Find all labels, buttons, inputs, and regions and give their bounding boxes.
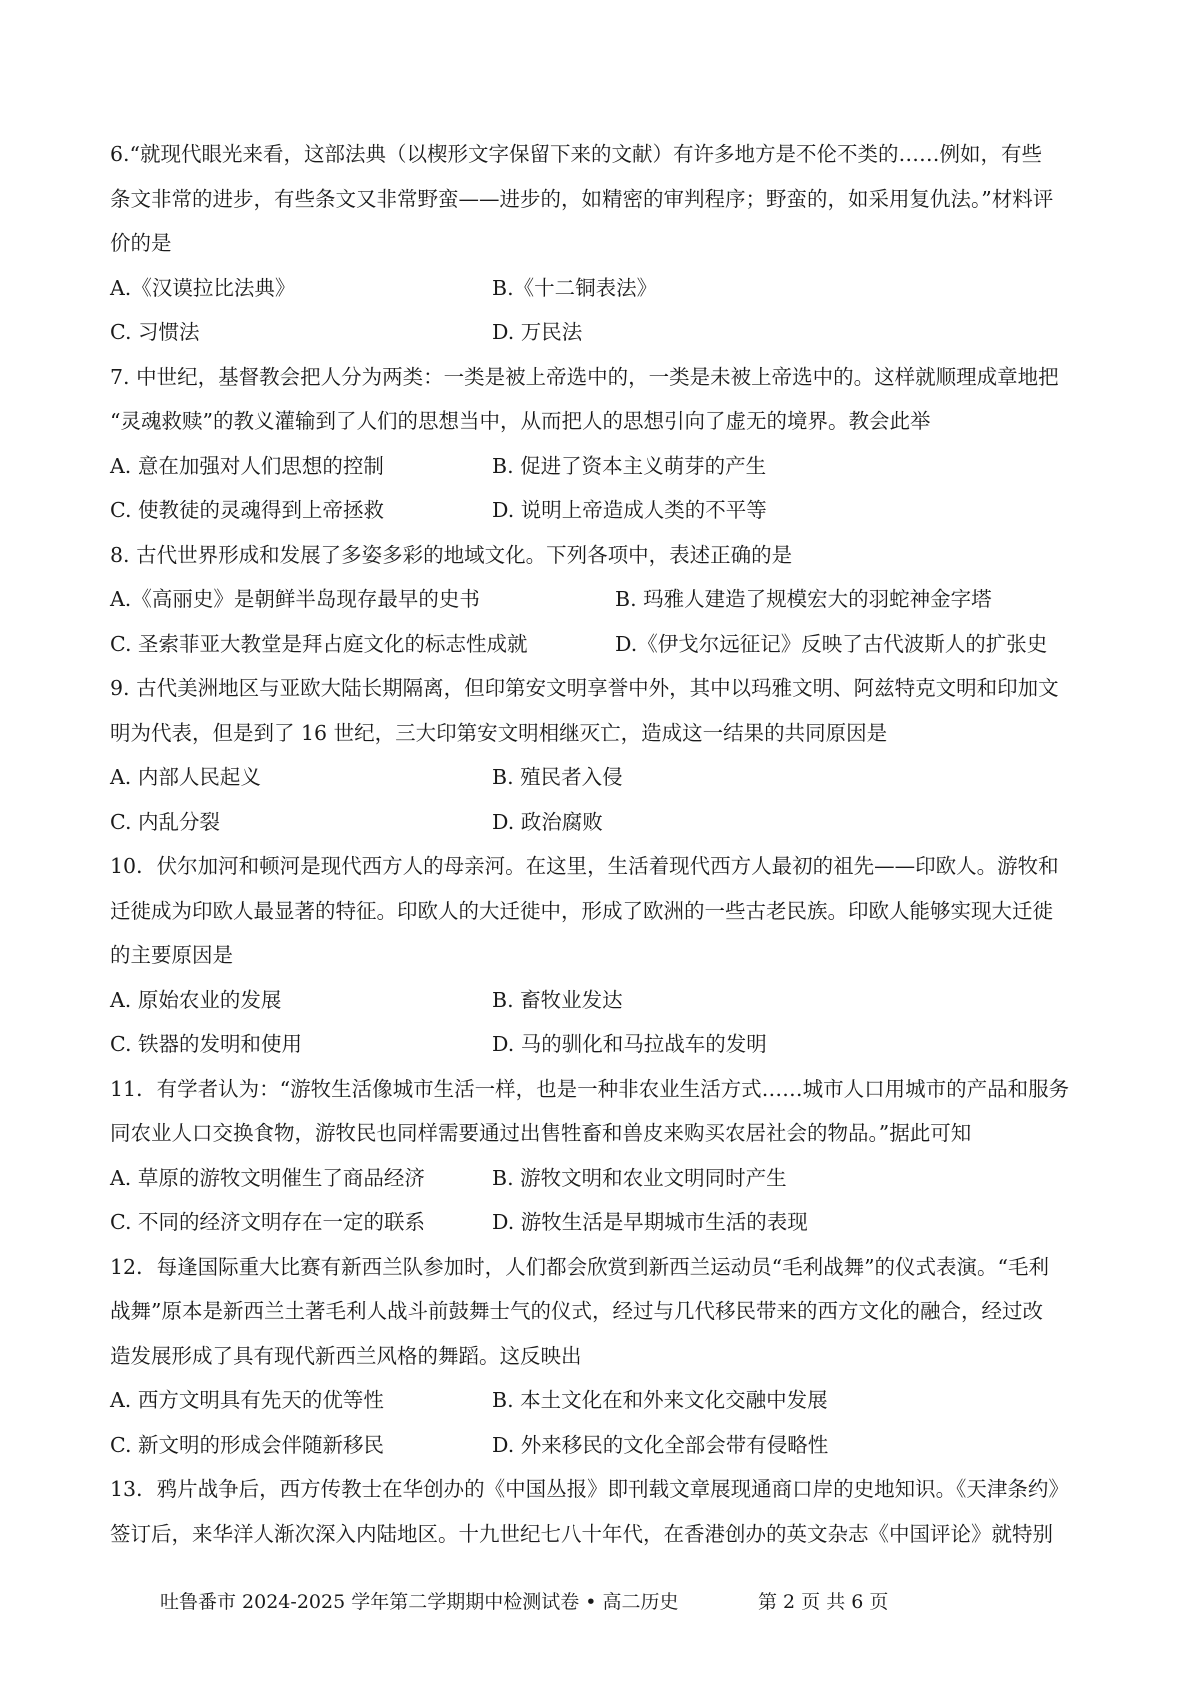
option-c: C. 圣索菲亚大教堂是拜占庭文化的标志性成就 (110, 631, 528, 656)
option-a: A. 意在加强对人们思想的控制 (110, 453, 384, 478)
option-row (110, 1156, 1100, 1201)
option-row (110, 488, 1100, 533)
question-stem-line: 12．每逢国际重大比赛有新西兰队参加时，人们都会欣赏到新西兰运动员“毛利战舞”的仪式表演。“毛利 (110, 1254, 1050, 1279)
page-footer (0, 1587, 1200, 1617)
option-row (110, 266, 1100, 311)
option-d: D. 外来移民的文化全部会带有侵略性 (492, 1432, 829, 1457)
option-a: A. 内部人民起义 (110, 765, 261, 789)
question-7 (110, 355, 1100, 533)
option-b: B. 促进了资本主义萌芽的产生 (492, 453, 767, 478)
question-9 (110, 666, 1100, 844)
option-row (110, 310, 1100, 355)
question-13 (110, 1467, 1100, 1556)
option-b: B. 本土文化在和外来文化交融中发展 (492, 1388, 828, 1412)
option-row (110, 1022, 1100, 1067)
option-a: A.《高丽史》是朝鲜半岛现存最早的史书 (110, 587, 480, 611)
question-list (110, 132, 1100, 1556)
option-c: C. 习惯法 (110, 320, 200, 344)
question-stem-line: 价的是 (110, 231, 172, 255)
option-b: B. 游牧文明和农业文明同时产生 (492, 1165, 787, 1190)
option-c: C. 新文明的形成会伴随新移民 (110, 1432, 384, 1457)
option-a: A. 西方文明具有先天的优等性 (110, 1388, 384, 1412)
option-d: D. 马的驯化和马拉战车的发明 (492, 1032, 767, 1056)
option-row (110, 1378, 1100, 1423)
option-row (110, 444, 1100, 489)
option-row (110, 577, 1100, 622)
question-stem-line: 10．伏尔加河和顿河是现代西方人的母亲河。在这里，生活着现代西方人最初的祖先——印欧人。游牧和 (110, 854, 1059, 878)
question-stem-line: 13．鸦片战争后，西方传教士在华创办的《中国丛报》即刊载文章展现通商口岸的史地知识。《天津条约》 (110, 1477, 1069, 1501)
option-b: B. 畜牧业发达 (492, 987, 623, 1012)
exam-title: 吐鲁番市 2024-2025 学年第二学期期中检测试卷 • 高二历史 (160, 1591, 679, 1613)
option-d: D. 万民法 (492, 320, 583, 344)
option-d: D. 政治腐败 (492, 809, 603, 834)
option-c: C. 内乱分裂 (110, 809, 220, 834)
option-c: C. 不同的经济文明存在一定的联系 (110, 1210, 425, 1234)
option-d: D. 说明上帝造成人类的不平等 (492, 498, 767, 522)
question-stem-line: 同农业人口交换食物，游牧民也同样需要通过出售牲畜和兽皮来购买农居社会的物品。”据此可知 (110, 1121, 972, 1145)
question-stem-line: 明为代表，但是到了 16 世纪，三大印第安文明相继灭亡，造成这一结果的共同原因是 (110, 720, 888, 745)
option-a: A.《汉谟拉比法典》 (110, 275, 296, 300)
question-8 (110, 533, 1100, 667)
option-row (110, 1423, 1100, 1468)
page-number: 第 2 页 共 6 页 (758, 1591, 889, 1613)
question-stem-line: 签订后，来华洋人渐次深入内陆地区。十九世纪七八十年代，在香港创办的英文杂志《中国评论》就特别 (110, 1521, 1053, 1546)
option-a: A. 草原的游牧文明催生了商品经济 (110, 1165, 425, 1190)
question-stem-line: 11．有学者认为：“游牧生活像城市生活一样，也是一种非农业生活方式……城市人口用城市的产品和服务 (110, 1076, 1070, 1101)
option-b: B.《十二铜表法》 (492, 275, 658, 300)
question-stem-line: 条文非常的进步，有些条文又非常野蛮——进步的，如精密的审判程序；野蛮的，如采用复仇法。”材料评 (110, 186, 1054, 211)
question-11 (110, 1067, 1100, 1245)
option-row (110, 1200, 1100, 1245)
question-stem-line: 的主要原因是 (110, 943, 233, 967)
option-row (110, 755, 1100, 800)
question-stem-line: 9. 古代美洲地区与亚欧大陆长期隔离，但印第安文明享誉中外，其中以玛雅文明、阿兹特克文明和印加文 (110, 676, 1059, 700)
option-row (110, 800, 1100, 845)
question-stem-line: 迁徙成为印欧人最显著的特征。印欧人的大迁徙中，形成了欧洲的一些古老民族。印欧人能够实现大迁徙 (110, 898, 1053, 923)
question-stem-line: 战舞”原本是新西兰土著毛利人战斗前鼓舞士气的仪式，经过与几代移民带来的西方文化的融合，经过改 (110, 1299, 1043, 1323)
question-10 (110, 844, 1100, 1067)
option-a: A. 原始农业的发展 (110, 987, 282, 1012)
option-d: D.《伊戈尔远征记》反映了古代波斯人的扩张史 (615, 631, 1048, 656)
option-row (110, 622, 1100, 667)
option-row (110, 978, 1100, 1023)
option-b: B. 玛雅人建造了规模宏大的羽蛇神金字塔 (615, 587, 992, 611)
question-stem-line: 6.“就现代眼光来看，这部法典（以楔形文字保留下来的文献）有许多地方是不伦不类的……例如，有些 (110, 142, 1043, 166)
question-12 (110, 1245, 1100, 1468)
option-c: C. 铁器的发明和使用 (110, 1032, 302, 1056)
option-d: D. 游牧生活是早期城市生活的表现 (492, 1210, 808, 1234)
question-stem-line: 8. 古代世界形成和发展了多姿多彩的地域文化。下列各项中，表述正确的是 (110, 542, 793, 567)
option-c: C. 使教徒的灵魂得到上帝拯救 (110, 498, 384, 522)
question-stem-line: “灵魂救赎”的教义灌输到了人们的思想当中，从而把人的思想引向了虚无的境界。教会此举 (110, 409, 931, 433)
question-stem-line: 造发展形成了具有现代新西兰风格的舞蹈。这反映出 (110, 1343, 582, 1368)
question-stem-line: 7. 中世纪，基督教会把人分为两类：一类是被上帝选中的，一类是未被上帝选中的。这样就顺理成章地把 (110, 364, 1059, 389)
option-b: B. 殖民者入侵 (492, 765, 623, 789)
question-6 (110, 132, 1100, 355)
